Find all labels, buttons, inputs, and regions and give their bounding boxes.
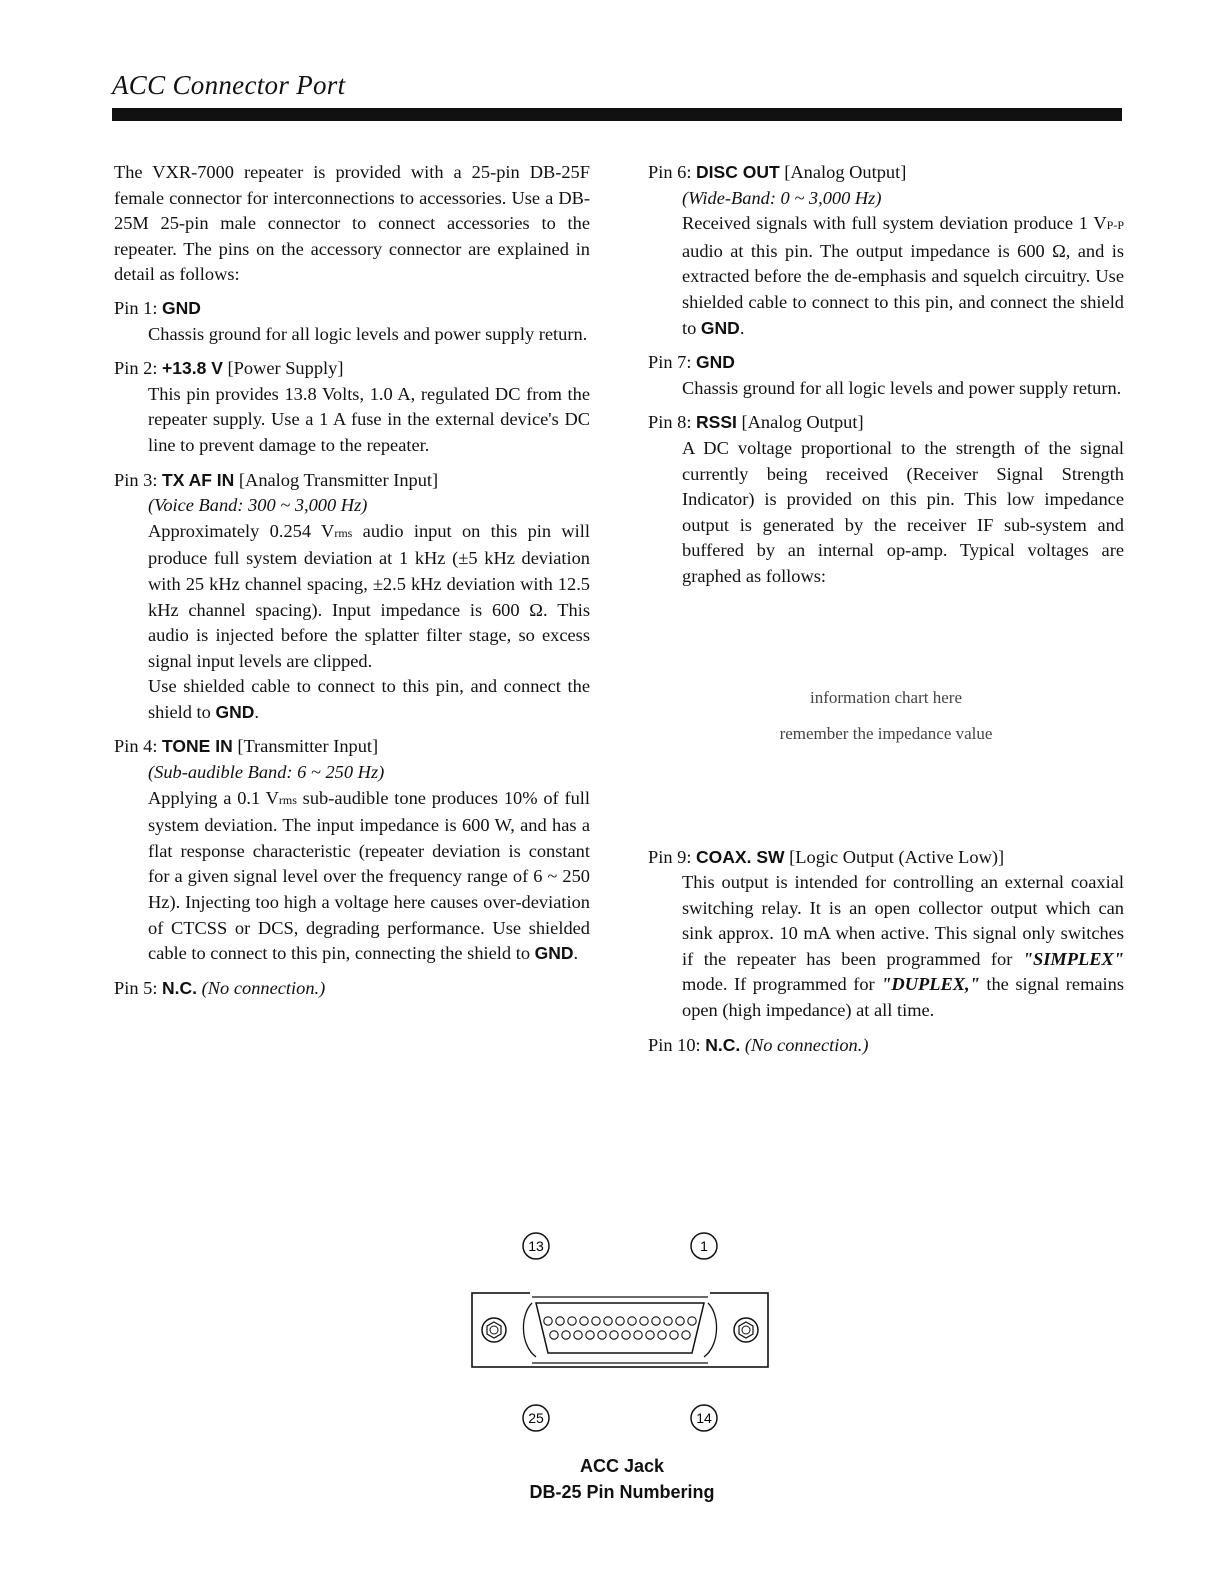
pin-7: [648, 350, 1124, 401]
desc-text: the signal remains open (high impedance) at all time.: [682, 974, 1124, 1021]
intro-paragraph: The VXR-7000 repeater is provided with a 25-pin DB-25F female connector for interconnections to accessories. Use a DB-25M 25-pin male connector to connect accessories to the repeater. The pins on the accessory connector are explained in detail as follows:: [114, 162, 590, 285]
subscript: rms: [278, 792, 297, 807]
pin-1-number: 1: [700, 1238, 708, 1254]
pin-label: Pin 8:: [648, 412, 692, 433]
pin-note: (No connection.): [201, 977, 326, 998]
pin-hole: [574, 1331, 582, 1339]
pin-type: [Power Supply]: [227, 358, 344, 379]
pin-2: [114, 356, 590, 458]
pin-description: Chassis ground for all logic levels and power supply return.: [148, 323, 588, 344]
pin-label: Pin 9:: [648, 846, 692, 867]
pin-hole: [622, 1331, 630, 1339]
pin-hole: [550, 1331, 558, 1339]
connector-flange: [472, 1293, 768, 1367]
pin-hole: [628, 1317, 636, 1325]
pin-hole: [646, 1331, 654, 1339]
desc-text: This output is intended for controlling an external coaxial switching relay. It is an open collector output which can sink approx. 10 mA when active. This signal only switches if the repeater has been programmed for: [682, 872, 1124, 969]
pin-14-number: 14: [696, 1410, 712, 1426]
pin-25-number: 25: [528, 1410, 544, 1426]
desc-text: mode. If programmed for: [682, 974, 882, 995]
pin-label: Pin 1:: [114, 297, 158, 318]
pin-hole: [586, 1331, 594, 1339]
pin-description: Chassis ground for all logic levels and power supply return.: [682, 377, 1122, 398]
pin-hole: [544, 1317, 552, 1325]
subscript: P-P: [1106, 218, 1124, 233]
pin-type: [Logic Output (Active Low)]: [789, 846, 1005, 867]
db25-connector-diagram: [470, 1225, 770, 1445]
pin-hole: [682, 1331, 690, 1339]
desc-text: Applying a 0.1 V: [148, 787, 279, 808]
pin-hole: [598, 1331, 606, 1339]
gnd-ref: GND: [215, 701, 255, 722]
pin-name: RSSI: [696, 412, 737, 433]
desc-text: audio at this pin. The output impedance is 600 Ω, and is extracted before the de-emphasis and squelch circuitry. Use shielded cable to connect to this pin, and connect the shield to: [682, 240, 1124, 338]
pin-description: [648, 186, 1124, 342]
desc-text: Received signals with full system deviation produce 1 V: [682, 213, 1107, 234]
pin-hole: [664, 1317, 672, 1325]
pin-3: [114, 468, 590, 726]
desc-text: Approximately 0.254 V: [148, 520, 335, 541]
pin-9: [648, 845, 1124, 1024]
pin-label: Pin 2:: [114, 358, 158, 379]
pin-name: GND: [696, 352, 735, 373]
pin-name: N.C.: [705, 1034, 741, 1055]
pin-6: [648, 160, 1124, 341]
title-rule: [112, 108, 1122, 121]
pin-note: (No connection.): [744, 1034, 869, 1055]
gnd-ref: GND: [534, 943, 574, 964]
subscript: rms: [334, 525, 353, 540]
pin-label: Pin 5:: [114, 977, 158, 998]
pin-hole: [610, 1331, 618, 1339]
pin-hole: [616, 1317, 624, 1325]
pin-name: COAX. SW: [696, 846, 785, 867]
desc-text: audio input on this pin will produce full system deviation at 1 kHz (±5 kHz deviation with 25 kHz channel spacing, ±2.5 kHz deviation with 12.5 kHz channel spacing). Input impedance is 600 Ω. This audio is injected before the splatter filter stage, so excess signal input levels are clipped.: [148, 520, 590, 671]
pin-4: [114, 734, 590, 966]
pin-label: Pin 3:: [114, 469, 158, 490]
pin-band: (Voice Band: 300 ~ 3,000 Hz): [148, 495, 368, 516]
desc-text: Use shielded cable to connect to this pin, and connect the shield to: [148, 676, 590, 722]
pin-type: [Analog Transmitter Input]: [238, 469, 439, 490]
pin-hole: [640, 1317, 648, 1325]
period: .: [254, 701, 259, 722]
pin-name: TONE IN: [162, 736, 233, 757]
pin-band: (Wide-Band: 0 ~ 3,000 Hz): [682, 187, 882, 208]
pin-hole: [652, 1317, 660, 1325]
pin-label: Pin 4:: [114, 736, 158, 757]
pin-type: [Transmitter Input]: [237, 736, 379, 757]
caption-title: ACC Jack: [579, 1456, 665, 1476]
pin-5: [114, 976, 590, 1002]
pin-hole: [568, 1317, 576, 1325]
pin-description: A DC voltage proportional to the strength of the signal currently being received (Receiver Signal Strength Indicator) is provided on this pin. This low impedance output is generated by the receiver IF sub-system and buffered by an internal op-amp. Typical voltages are graphed as follows:: [682, 437, 1124, 586]
pin-hole: [634, 1331, 642, 1339]
pin-hole: [670, 1331, 678, 1339]
pin-label: Pin 6:: [648, 162, 692, 182]
pin-10: [648, 1033, 1124, 1059]
pin-name: DISC OUT: [696, 162, 780, 182]
caption-subtitle: DB-25 Pin Numbering: [529, 1482, 715, 1502]
right-column: [648, 160, 1124, 1067]
screw-right-icon: [734, 1318, 758, 1342]
connector-shell: [536, 1303, 704, 1353]
pin-hole: [658, 1331, 666, 1339]
pin-hole: [604, 1317, 612, 1325]
pin-name: +13.8 V: [162, 358, 223, 379]
gnd-ref: GND: [700, 317, 740, 338]
pin-hole: [562, 1331, 570, 1339]
chart-placeholder-note: [648, 687, 1124, 745]
pin-name: N.C.: [162, 977, 198, 998]
pin-8: [648, 410, 1124, 589]
pin-1: [114, 296, 590, 347]
pin-name: TX AF IN: [162, 469, 235, 490]
pin-type: [Analog Output]: [741, 412, 864, 433]
pin-description: [114, 493, 590, 725]
page-title: ACC Connector Port: [112, 70, 346, 100]
pin-name: GND: [162, 297, 201, 318]
pin-description: [114, 760, 590, 967]
pin-type: [Analog Output]: [784, 162, 907, 182]
left-column: [114, 160, 590, 1010]
desc-text: sub-audible tone produces 10% of full system deviation. The input impedance is 600 W, and has a flat response characteristic (repeater deviation is constant for a given signal level over the frequency range of 6 ~ 250 Hz). Injecting too high a voltage here causes over-deviation of CTCSS or DCS, degrading performance. Use shielded cable to connect to this pin, connecting the shield to: [148, 787, 590, 964]
pin-hole: [592, 1317, 600, 1325]
pin-description: [648, 870, 1124, 1024]
chart-note-line: remember the impedance value: [779, 723, 993, 743]
period: .: [739, 317, 745, 338]
mode-simplex: "SIMPLEX": [1022, 948, 1124, 969]
pin-label: Pin 10:: [648, 1034, 701, 1055]
pin-hole: [556, 1317, 564, 1325]
pin-hole: [688, 1317, 696, 1325]
pin-label: Pin 7:: [648, 352, 692, 373]
mode-duplex: "DUPLEX,": [881, 974, 980, 995]
pin-band: (Sub-audible Band: 6 ~ 250 Hz): [148, 762, 385, 783]
screw-left-icon: [482, 1318, 506, 1342]
pin-13-number: 13: [528, 1238, 544, 1254]
pin-description: This pin provides 13.8 Volts, 1.0 A, regulated DC from the repeater supply. Use a 1 A fuse in the external device's DC line to prevent damage to the repeater.: [148, 383, 590, 455]
period: .: [573, 943, 579, 964]
pin-hole: [676, 1317, 684, 1325]
pin-hole: [580, 1317, 588, 1325]
chart-note-line: information chart here: [810, 687, 962, 707]
